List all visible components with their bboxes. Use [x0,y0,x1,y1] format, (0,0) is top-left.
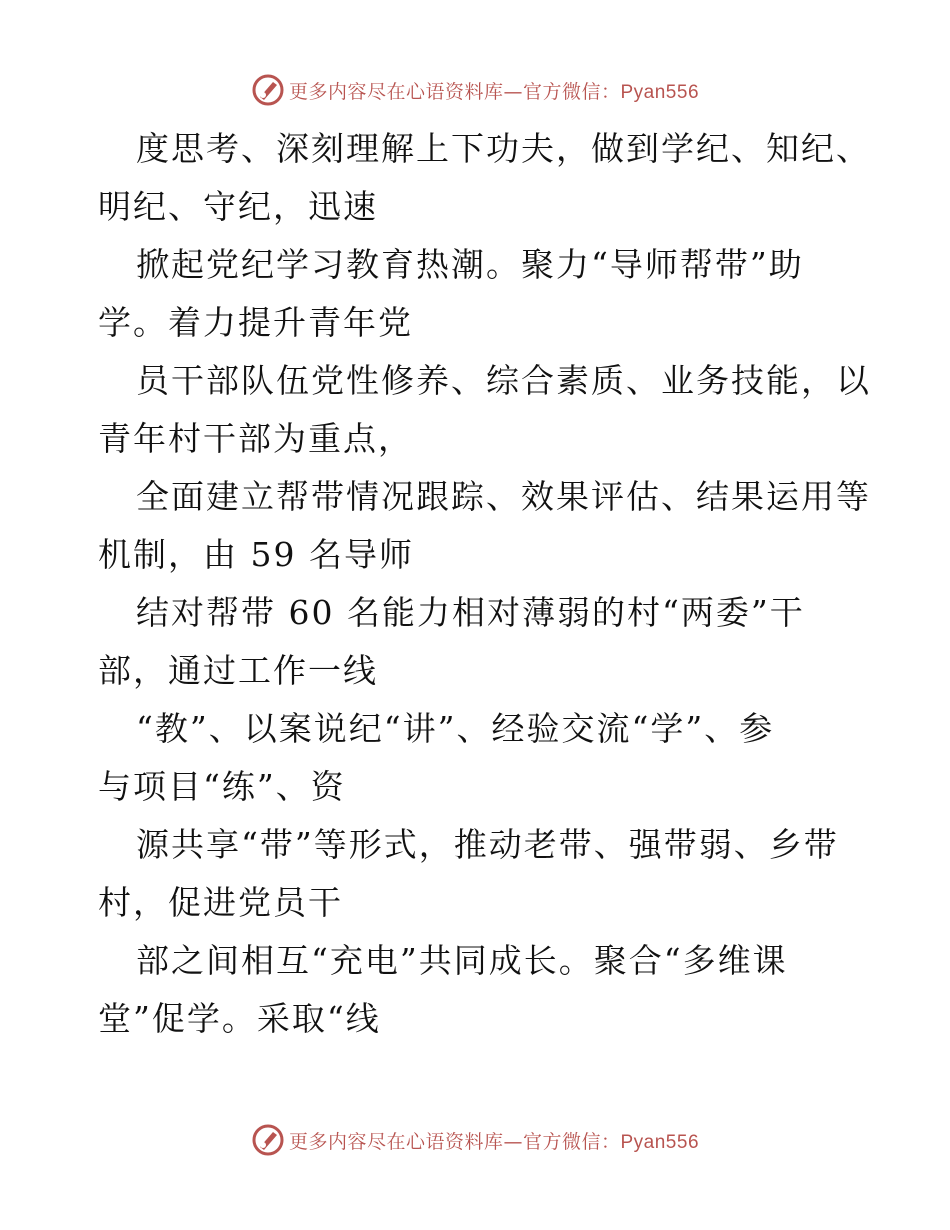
text-line: 学。着力提升青年党 [98,303,413,342]
watermark-text: 更多内容尽在心语资料库—官方微信：Pyan556 [288,1130,700,1153]
text-line: 机制，由 59 名导师 [98,535,414,574]
watermark-handle: Pyan556 [620,1131,700,1153]
text-line: “教”、以案说纪“讲”、经验交流“学”、参 [136,709,775,748]
watermark-text: 更多内容尽在心语资料库—官方微信：Pyan556 [288,80,700,103]
text-line: 员干部队伍党性修养、综合素质、业务技能，以 [136,361,871,400]
text-line: 全面建立帮带情况跟踪、效果评估、结果运用等 [136,477,871,516]
text-line: 村，促进党员干 [98,883,343,922]
text-line: 堂”促学。采取“线 [98,999,381,1038]
text-line: 部，通过工作一线 [98,651,378,690]
header-watermark [0,70,950,110]
watermark-handle: Pyan556 [620,81,700,103]
text-line: 源共享“带”等形式，推动老带、强带弱、乡带 [136,825,839,864]
text-line: 掀起党纪学习教育热潮。聚力“导师帮带”助 [136,245,804,284]
text-line: 青年村干部为重点， [98,419,413,458]
footer-watermark [0,1120,950,1160]
document-body [98,120,871,1048]
text-line: 度思考、深刻理解上下功夫，做到学纪、知纪、 [136,129,871,168]
text-line: 部之间相互“充电”共同成长。聚合“多维课 [136,941,788,980]
text-line: 明纪、守纪，迅速 [98,187,378,226]
pen-logo-icon [251,1123,285,1157]
pen-logo-icon [251,73,285,107]
text-line: 结对帮带 60 名能力相对薄弱的村“两委”干 [136,593,805,632]
text-line: 与项目“练”、资 [98,767,346,806]
